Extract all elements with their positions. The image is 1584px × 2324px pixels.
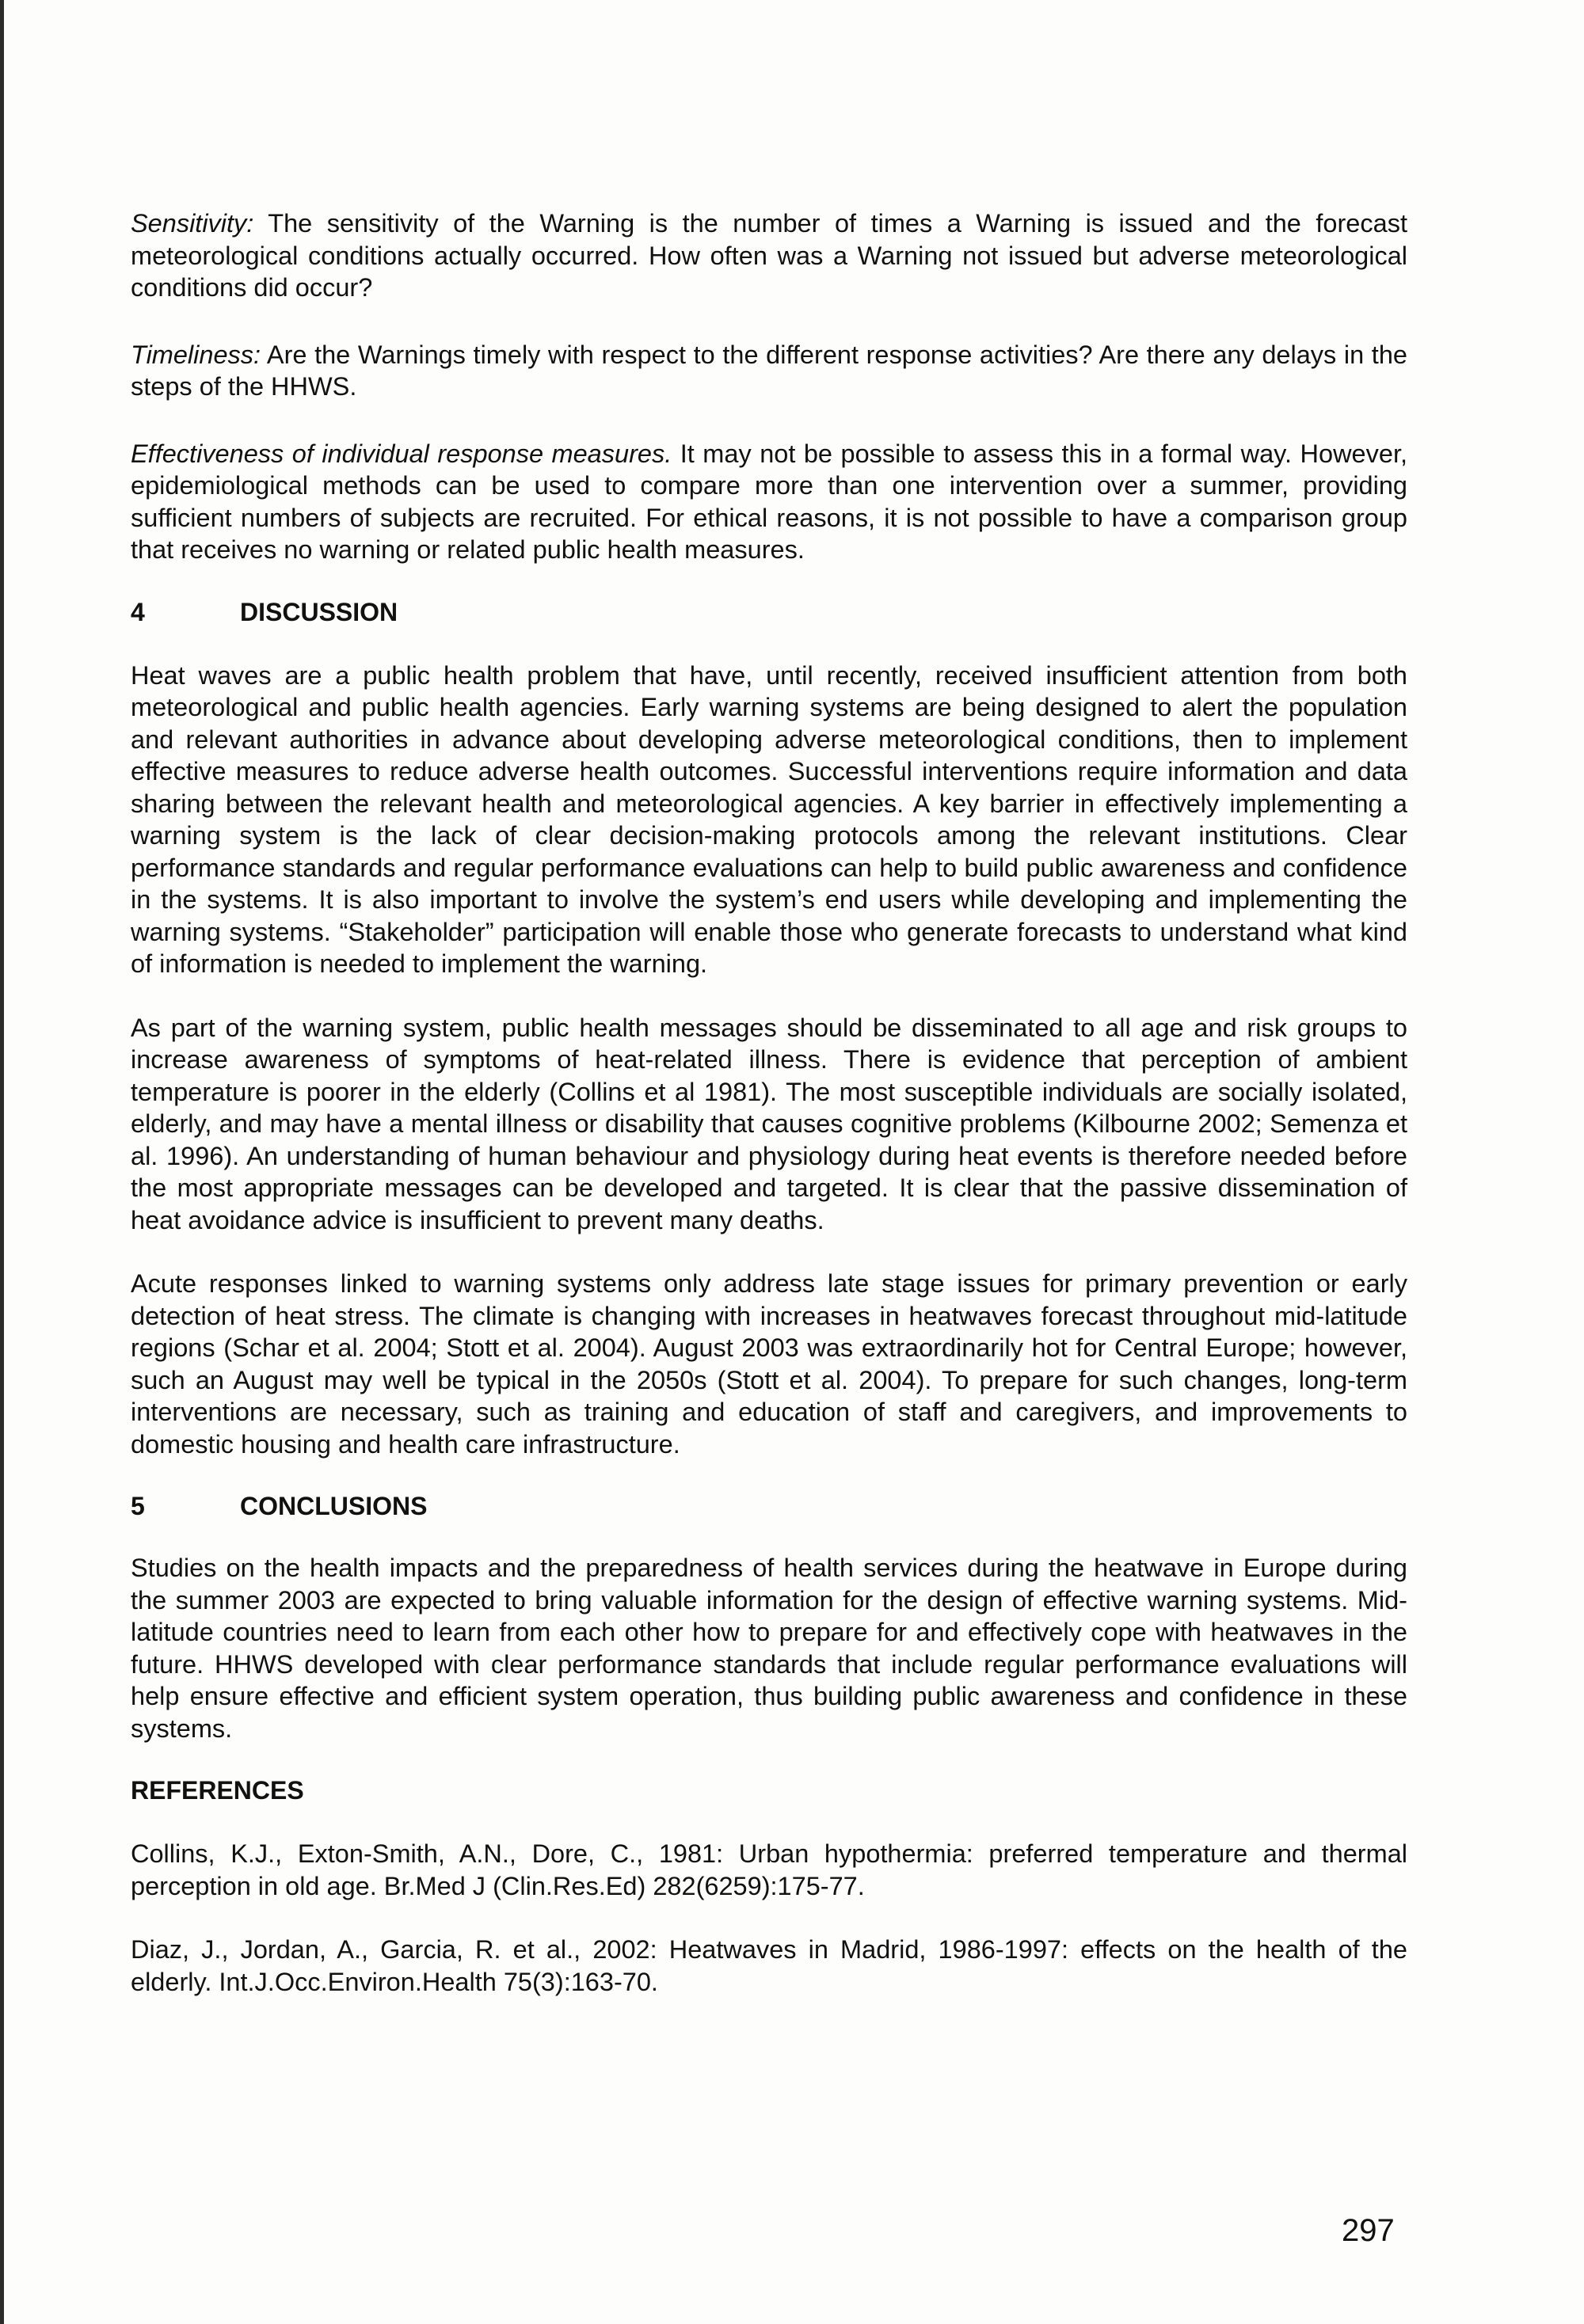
discussion-paragraph-2: As part of the warning system, public health messages should be disseminated to all age and risk groups to increase awareness of symptoms of heat-related illness. There is evidence that perception of ambient temperature is poorer in the elderly (Collins et al 1981). The most susceptible individuals are socially isolated, elderly, and may have a mental illness or disability that causes cognitive problems (Kilbourne 2002; Semenza et al. 1996). An understanding of human behaviour and physiology during heat events is therefore needed before the most appropriate messages can be developed and targeted. It is clear that the passive dissemination of heat avoidance advice is insufficient to prevent many deaths. (131, 1013, 1407, 1234)
discussion-paragraph-3: Acute responses linked to warning systems only address late stage issues for primary prevention or early detection of heat stress. The climate is changing with increases in heatwaves forecast throughout mid-latitude regions (Schar et al. 2004; Stott et al. 2004). August 2003 was extraordinarily hot for Central Europe; however, such an August may well be typical in the 2050s (Stott et al. 2004). To prepare for such changes, long-term interventions are necessary, such as training and education of staff and caregivers, and improvements to domestic housing and health care infrastructure. (131, 1269, 1407, 1459)
conclusions-section-title: CONCLUSIONS (240, 1492, 428, 1520)
sensitivity-text: The sensitivity of the Warning is the number of times a Warning is issued and the forecast meteorological conditions actually occurred. How often was a Warning not issued but adverse meteorological conditions did occur? (131, 209, 1407, 302)
effectiveness-term: Effectiveness of individual response measures. (131, 439, 672, 468)
conclusions-section-number: 5 (131, 1492, 145, 1520)
effectiveness-text: It may not be possible to assess this in a formal way. However, epidemiological methods can be used to compare more than one intervention over a summer, providing sufficient numbers of subjects are recruited. For ethical reasons, it is not possible to have a comparison group that receives no warning or related public health measures. (131, 439, 1408, 564)
references-title: REFERENCES (131, 1776, 304, 1805)
sensitivity-term: Sensitivity: (131, 209, 254, 238)
discussion-heading (131, 596, 1407, 628)
discussion-section-title: DISCUSSION (240, 597, 398, 626)
scan-border (0, 0, 4, 2324)
conclusions-heading (131, 1490, 1407, 1522)
timeliness-paragraph (131, 339, 1407, 403)
discussion-paragraph-1: Heat waves are a public health problem that have, until recently, received insufficient attention from both meteorological and public health agencies. Early warning systems are being designed to alert the population and relevant authorities in advance about developing adverse meteorological conditions, then to implement effective measures to reduce adverse health outcomes. Successful interventions require information and data sharing between the relevant health and meteorological agencies. A key barrier in effectively implementing a warning system is the lack of clear decision-making protocols among the relevant institutions. Clear performance standards and regular performance evaluations can help to build public awareness and confidence in the systems. It is also important to involve the system’s end users while developing and implementing the warning systems. “Stakeholder” participation will enable those who generate forecasts to understand what kind of information is needed to implement the warning. (131, 660, 1407, 978)
page-number: 297 (1342, 2213, 1395, 2248)
reference-entry: Diaz, J., Jordan, A., Garcia, R. et al., 2002: Heatwaves in Madrid, 1986-1997: effects on the health of the elderly. Int.J.Occ.Environ.Health 75(3):163-70. (131, 1935, 1407, 1996)
discussion-section-number: 4 (131, 597, 145, 626)
reference-entry: Collins, K.J., Exton-Smith, A.N., Dore, C., 1981: Urban hypothermia: preferred temperature and thermal perception in old age. Br.Med J (Clin.Res.Ed) 282(6259):175-77. (131, 1839, 1407, 1900)
page-content (131, 207, 1407, 1998)
references-heading (131, 1774, 1407, 1806)
sensitivity-paragraph (131, 207, 1407, 304)
timeliness-text: Are the Warnings timely with respect to the different response activities? Are there any delays in the steps of the HHWS. (131, 340, 1407, 401)
effectiveness-paragraph (131, 438, 1407, 566)
timeliness-term: Timeliness: (131, 340, 261, 369)
conclusions-paragraph: Studies on the health impacts and the preparedness of health services during the heatwave in Europe during the summer 2003 are expected to bring valuable information for the design of effective warning systems. Mid-latitude countries need to learn from each other how to prepare for and effectively cope with heatwaves in the future. HHWS developed with clear performance standards that include regular performance evaluations will help ensure effective and efficient system operation, thus building public awareness and confidence in these systems. (131, 1554, 1407, 1743)
